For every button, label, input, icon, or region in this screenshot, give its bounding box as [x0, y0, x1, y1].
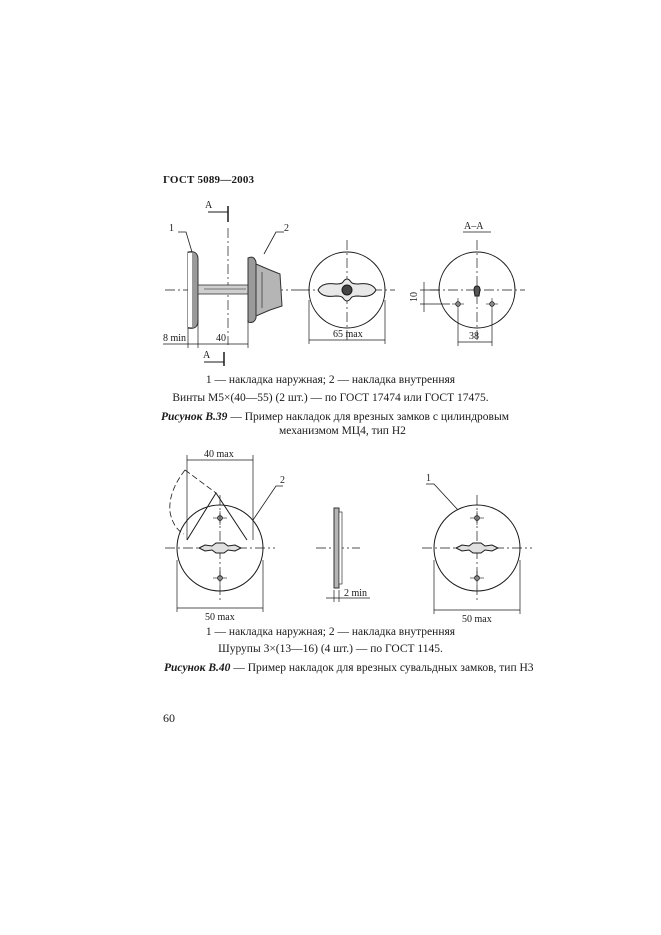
fig40-dim-50max-right: 50 max: [462, 614, 492, 625]
fig39-callout-1: 1: [169, 223, 174, 234]
fig39-dim-65max: 65 max: [333, 329, 363, 340]
fig40-callout-1: 1: [426, 473, 431, 484]
fig40-dim-50max-left: 50 max: [205, 612, 235, 623]
fig40-legend: 1 — накладка наружная; 2 — накладка внутренняя: [205, 626, 456, 638]
fig39-dim-40: 40: [216, 333, 226, 344]
page-number: 60: [163, 711, 175, 725]
fig39-title-line1: — Пример накладок для врезных замков с цилиндровым: [227, 411, 509, 423]
fig39-legend: 1 — накладка наружная; 2 — накладка внутренняя: [205, 374, 456, 386]
fig40-right-view: [422, 484, 532, 614]
document-header: ГОСТ 5089—2003: [163, 174, 255, 186]
fig40-title-prefix: Рисунок В.40: [164, 662, 231, 674]
fig39-section-view: [420, 232, 525, 346]
fig40-dim-2min: 2 min: [344, 588, 368, 599]
fig39-dim-10: 10: [409, 292, 420, 302]
fig40-callout-2: 2: [280, 475, 285, 486]
fig39-section-view-label: А–А: [464, 221, 484, 232]
fig40-left-view: [165, 455, 283, 612]
fig39-dim-8min: 8 min: [163, 333, 187, 344]
fig39-dim-38: 38: [469, 331, 479, 342]
fig40-title: [164, 662, 534, 674]
fig39-title-line2: механизмом МЦ4, тип Н2: [279, 425, 406, 437]
fig39-title-prefix: Рисунок В.39: [161, 411, 228, 423]
fig40-screws: Шурупы 3×(13—16) (4 шт.) — по ГОСТ 1145.: [218, 643, 443, 655]
fig40-dim-40max: 40 max: [204, 449, 234, 460]
fig39-section-mark-bottom: А: [203, 350, 211, 361]
fig39-screws: Винты М5×(40—55) (2 шт.) — по ГОСТ 17474 или ГОСТ 17475.: [172, 392, 489, 404]
fig39-title: [161, 411, 509, 423]
fig39-section-mark-top: А: [205, 200, 213, 211]
fig39-callout-2: 2: [284, 223, 289, 234]
fig40-title-text: — Пример накладок для врезных сувальдных замков, тип Н3: [230, 662, 534, 674]
